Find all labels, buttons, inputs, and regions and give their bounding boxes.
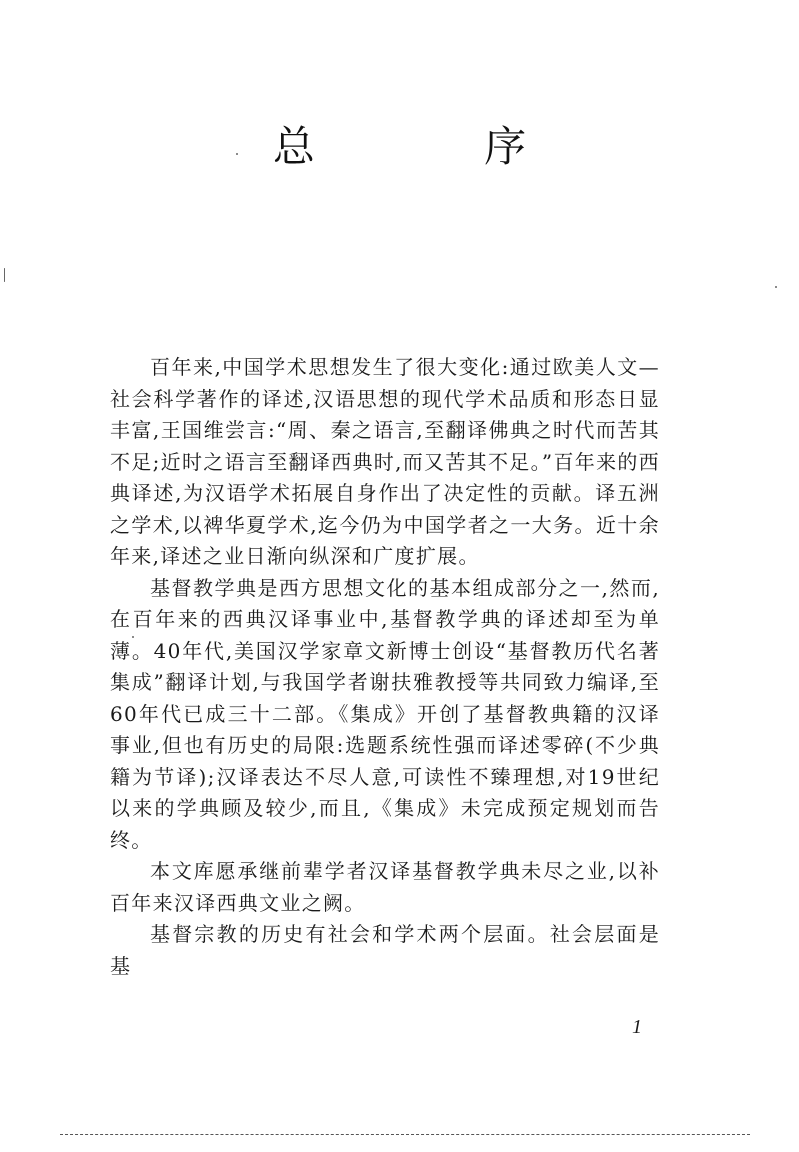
paragraph-2: 基督教学典是西方思想文化的基本组成部分之一,然而,在百年来的西典汉译事业中,基督教学典的译述却至为单薄。40年代,美国汉学家章文新博士创设“基督教历代名著集成”翻译计划,与我国学者谢扶雅教授等共同致力编译,至60年代已成三十二部。《集成》开创了基督教典籍的汉译事业,但也有历史的局限:选题系统性强而译述零碎(不少典籍为节译);汉译表达不尽人意,可读性不臻理想,对19世纪以来的学典顾及较少,而且,《集成》未完成预定规划而告终。 xyxy=(110,575,660,852)
page-number: 1 xyxy=(632,1016,642,1038)
scan-speck xyxy=(775,286,777,288)
paragraph-3: 本文库愿承继前辈学者汉译基督教学典未尽之业,以补百年来汉译西典文业之阙。 xyxy=(110,859,660,915)
bottom-rule xyxy=(60,1134,750,1135)
body-text xyxy=(110,352,660,982)
paragraph-1: 百年来,中国学术思想发生了很大变化:通过欧美人文—社会科学著作的译述,汉语思想的现代学术品质和形态日显丰富,王国维尝言:“周、秦之语言,至翻译佛典之时代而苦其不足;近时之语言至翻译西典时,而又苦其不足。”百年来的西典译述,为汉语学术拓展自身作出了决定性的贡献。译五洲之学术,以裨华夏学术,迄今仍为中国学者之一大务。近十余年来,译述之业日渐向纵深和广度扩展。 xyxy=(110,355,660,568)
page-title: 总 序 xyxy=(272,122,605,171)
scan-speck xyxy=(236,153,238,155)
scan-speck xyxy=(4,268,5,282)
scan-speck xyxy=(132,636,134,638)
paragraph-4: 基督宗教的历史有社会和学术两个层面。社会层面是基 xyxy=(110,922,660,978)
